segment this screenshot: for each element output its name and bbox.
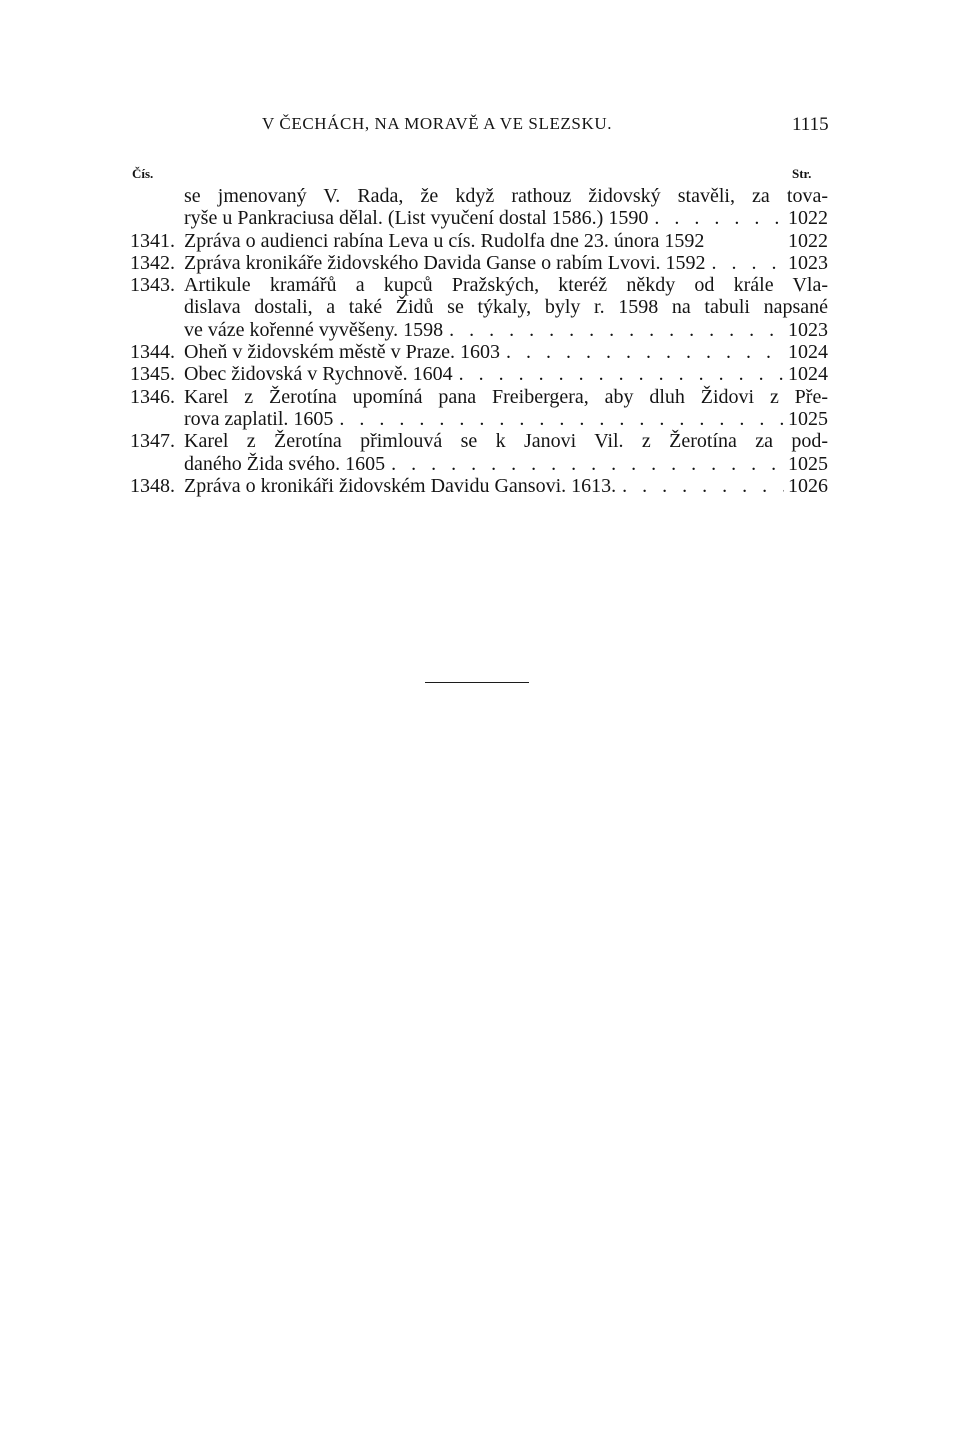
entry-title-line: Zpráva o audienci rabína Leva u cís. Rudolfa dne 23. února 1592 [184,229,705,252]
entry-number: 1347. [130,430,175,453]
entry-title-line: ryše u Pankraciusa dělal. (List vyučení dostal 1586.) 1590 [184,207,649,230]
entry-number: 1341. [130,229,175,252]
entry-title-line: dislava dostali, a také Židů se týkaly, byly r. 1598 na tabuli napsané [184,296,828,319]
entry-title [184,386,828,431]
entry-number: 1344. [130,341,175,364]
entry-number: 1342. [130,251,175,274]
toc-entry [130,386,828,431]
entry-title [184,363,828,385]
dot-leader [704,230,784,252]
toc-entry [130,430,828,475]
dot-leader [648,207,784,229]
entry-page: 1025 [788,452,828,475]
dot-leader [385,453,784,475]
entry-title-line: Obec židovská v Rychnově. 1604 [184,363,453,386]
entry-title-line: Karel z Žerotína upomíná pana Freibergera, aby dluh Židovi z Pře- [184,385,828,408]
dot-leader [443,319,784,341]
entry-page: 1024 [788,341,828,364]
entry-title-line: Karel z Žerotína přimlouvá se k Janovi Vil. z Žerotína za pod- [184,430,828,453]
entry-title-line: Oheň v židovském městě v Praze. 1603 [184,341,501,364]
entry-title [184,185,828,230]
entry-page: 1023 [788,318,828,341]
entry-page: 1022 [788,207,828,230]
entry-title [184,230,828,252]
entry-title [184,274,828,341]
entry-title-line: Artikule kramářů a kupců Pražských, kteréž někdy od krále Vla- [184,274,828,297]
running-title: V ČECHÁCH, NA MORAVĚ A VE SLEZSKU. [262,114,613,133]
entry-number: 1343. [130,274,175,297]
entry-title-line: ve váze kořenné vyvěšeny. 1598 [184,318,444,341]
entry-title-line: daného Žida svého. 1605 [184,452,386,475]
toc-entry [130,363,828,385]
entry-number: 1345. [130,363,175,386]
entry-number: 1348. [130,474,175,497]
dot-leader [706,252,784,274]
entry-title-line: Zpráva o kronikáři židovském Davidu Gansovi. 1613. [184,474,617,497]
toc-entry [130,341,828,363]
dot-leader [500,341,784,363]
toc-entry [130,185,828,230]
toc-entry [130,475,828,497]
entry-title [184,430,828,475]
entry-title-line: se jmenovaný V. Rada, že když rathouz židovský stavěli, za tova- [184,185,828,207]
table-of-contents [130,185,828,497]
entry-page: 1025 [788,407,828,430]
toc-entry [130,252,828,274]
entry-title [184,475,828,497]
entry-title-line: Zpráva kronikáře židovského Davida Ganse o rabím Lvovi. 1592 [184,251,706,274]
page-column-label: Str. [792,166,812,181]
entry-page: 1023 [788,251,828,274]
entry-title [184,252,828,274]
toc-entry [130,274,828,341]
entry-title [184,341,828,363]
entry-page: 1022 [788,229,828,252]
entry-title-line: rova zaplatil. 1605 [184,407,334,430]
page-number: 1115 [792,114,829,135]
toc-entry [130,230,828,252]
dot-leader [333,408,784,430]
number-column-label: Čís. [132,166,154,181]
entry-page: 1026 [788,474,828,497]
entry-number: 1346. [130,385,175,408]
entry-page: 1024 [788,363,828,386]
end-rule [425,682,529,683]
dot-leader [453,363,784,385]
dot-leader [616,475,784,497]
